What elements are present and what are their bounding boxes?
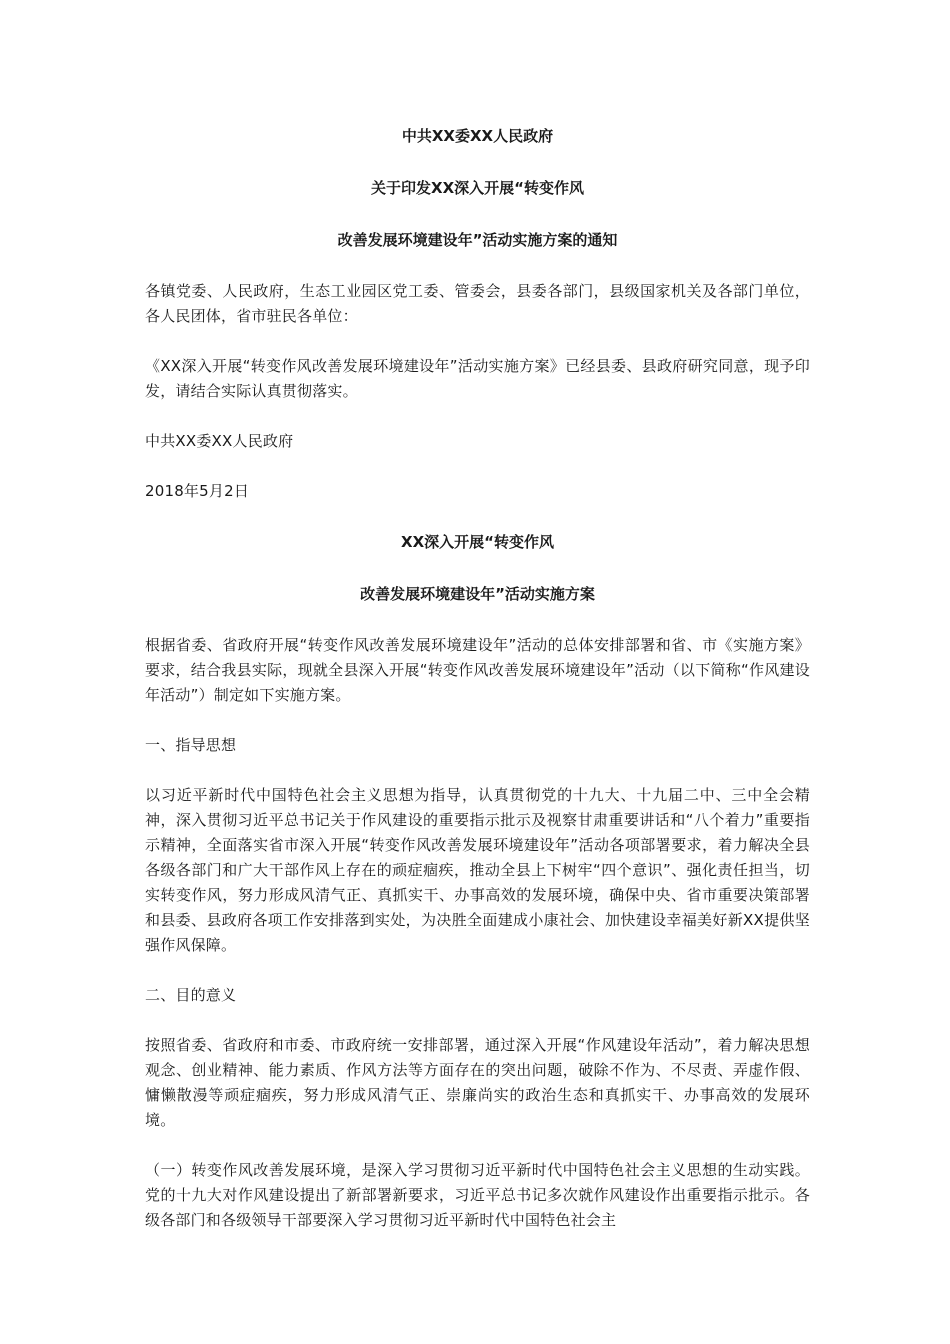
section-body-purpose: 按照省委、省政府和市委、市政府统一安排部署，通过深入开展“作风建设年活动”，着力解决思想观念、创业精神、能力素质、作风方法等方面存在的突出问题，破除不作为、不尽责、弄虚作假、慵懒散漫等顽症痼疾，努力形成风清气正、崇廉尚实的政治生态和真抓实干、办事高效的发展环境。: [145, 1036, 810, 1129]
plan-title-line2: 改善发展环境建设年”活动实施方案: [360, 585, 595, 603]
notice-title-line1: 中共XX委XX人民政府: [401, 127, 554, 145]
document-content: [145, 123, 810, 1233]
subsection-body-1: （一）转变作风改善发展环境，是深入学习贯彻习近平新时代中国特色社会主义思想的生动实践。党的十九大对作风建设提出了新部署新要求，习近平总书记多次就作风建设作出重要指示批示。各级各部门和各级领导干部要深入学习贯彻习近平新时代中国特色社会主: [145, 1161, 810, 1229]
notice-title-line2: 关于印发XX深入开展“转变作风: [371, 179, 584, 197]
plan-intro: 根据省委、省政府开展“转变作风改善发展环境建设年”活动的总体安排部署和省、市《实施方案》要求，结合我县实际，现就全县深入开展“转变作风改善发展环境建设年”活动（以下简称“作风建设年活动”）制定如下实施方案。: [145, 636, 810, 704]
notice-title-line3: 改善发展环境建设年”活动实施方案的通知: [337, 231, 618, 249]
section-body-guiding-thought: 以习近平新时代中国特色社会主义思想为指导，认真贯彻党的十九大、十九届二中、三中全会精神，深入贯彻习近平总书记关于作风建设的重要指示批示及视察甘肃重要讲话和“八个着力”重要指示精神，全面落实省市深入开展“转变作风改善发展环境建设年”活动各项部署要求，着力解决全县各级各部门和广大干部作风上存在的顽症痼疾，推动全县上下树牢“四个意识”、强化责任担当，切实转变作风，努力形成风清气正、真抓实干、办事高效的发展环境，确保中央、省市重要决策部署和县委、县政府各项工作安排落到实处，为决胜全面建成小康社会、加快建设幸福美好新XX提供坚强作风保障。: [145, 786, 810, 954]
notice-body: 《XX深入开展“转变作风改善发展环境建设年”活动实施方案》已经县委、县政府研究同意，现予印发，请结合实际认真贯彻落实。: [145, 357, 810, 400]
section-heading-guiding-thought: 一、指导思想: [145, 736, 237, 754]
notice-recipients: 各镇党委、人民政府，生态工业园区党工委、管委会，县委各部门，县级国家机关及各部门单位，各人民团体，省市驻民各单位：: [145, 282, 810, 325]
plan-title-line1: XX深入开展“转变作风: [401, 533, 554, 551]
section-heading-purpose: 二、目的意义: [145, 986, 237, 1004]
notice-date: 2018年5月2日: [145, 482, 250, 500]
notice-signature: 中共XX委XX人民政府: [145, 432, 294, 450]
